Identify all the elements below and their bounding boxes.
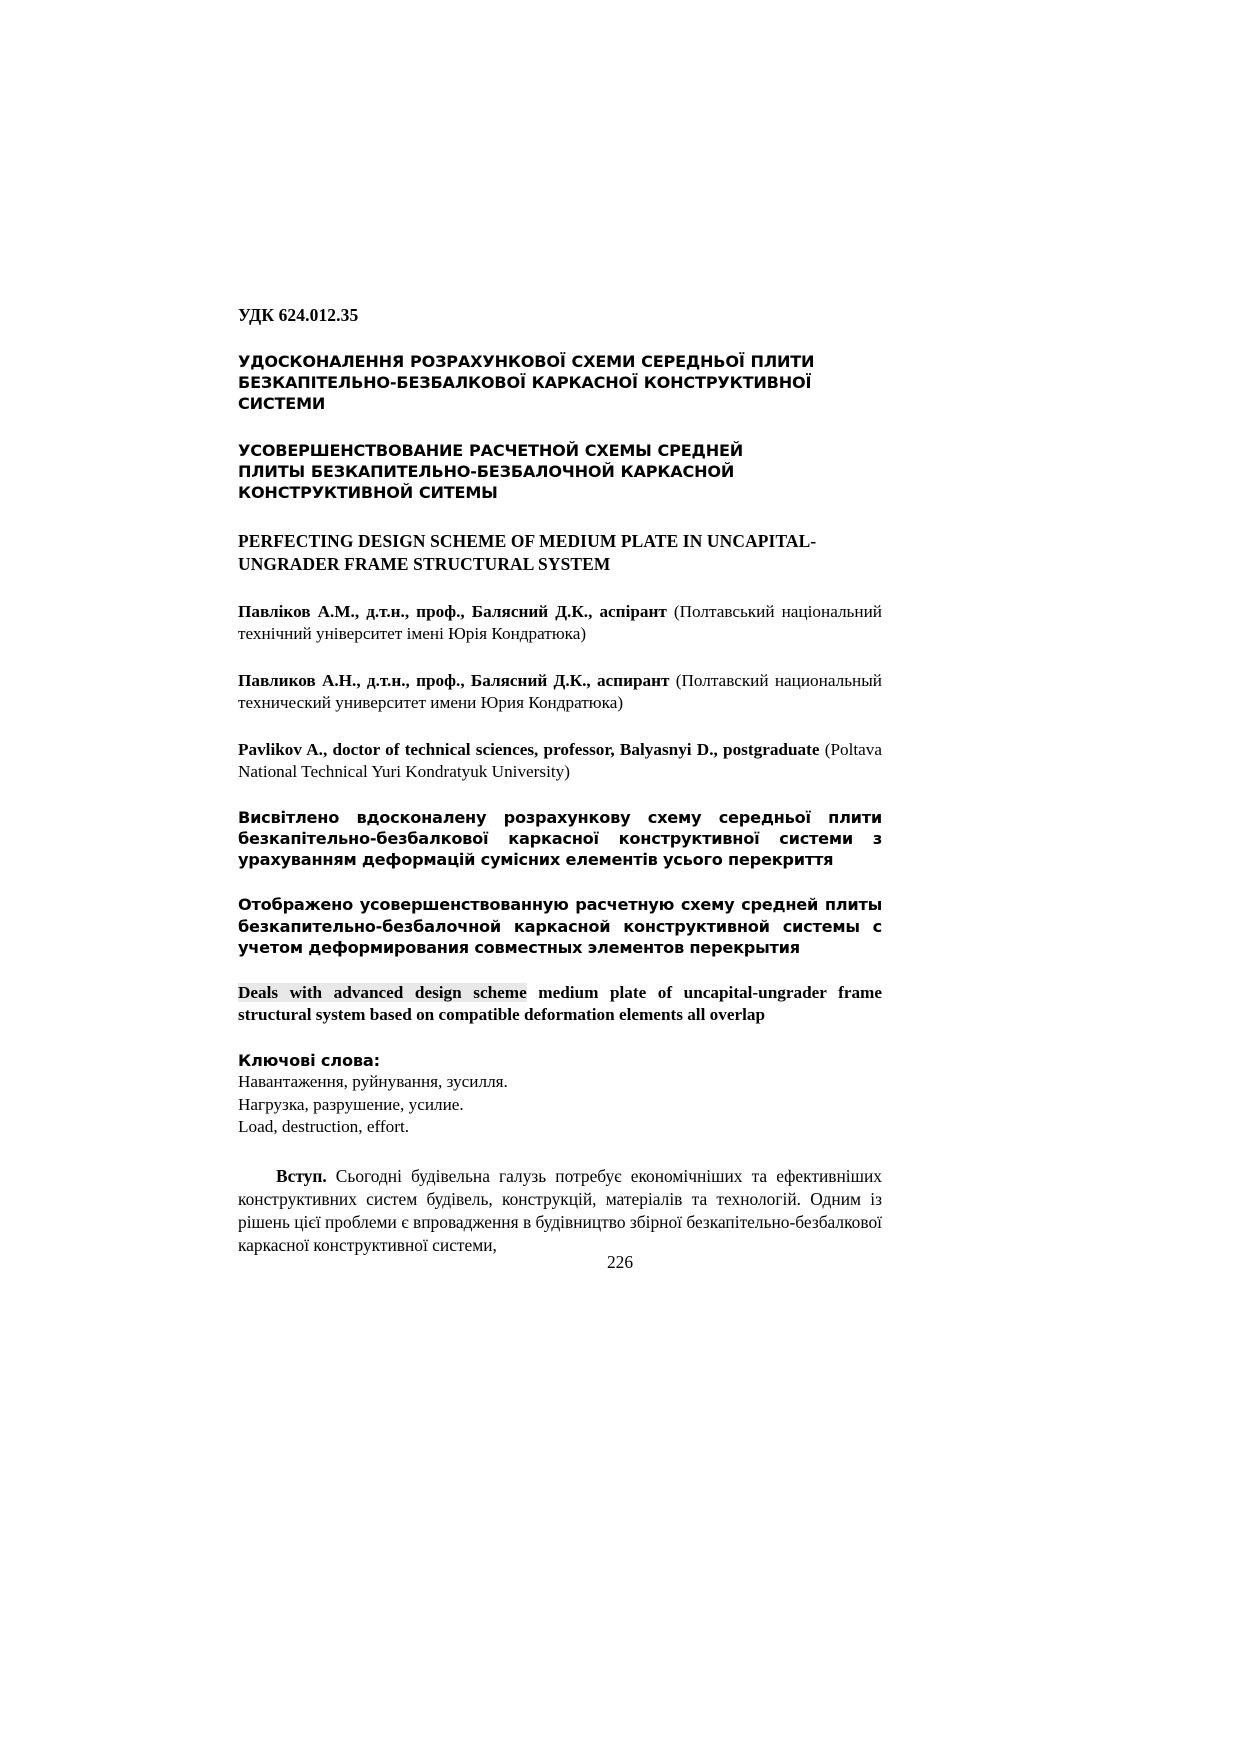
abstract-ukrainian: Висвітлено вдосконалену розрахункову схему середньої плити безкапітельно-безбалкової каркасної конструктивної системи з урахуванням деформацій сумісних елементів усього перекриття: [238, 808, 882, 870]
abstract-english-highlighted: Deals with advanced design scheme: [238, 982, 527, 1002]
introduction-paragraph: [238, 1165, 882, 1258]
title-ukrainian-line-1: УДОСКОНАЛЕННЯ РОЗРАХУНКОВОЇ СХЕМИ СЕРЕДНЬОЇ ПЛИТИ: [238, 352, 815, 372]
authors-russian-affiliation: (Полтавский национальный технический университет имени Юрия Кондратюка): [238, 670, 882, 713]
title-english-line-2: UNGRADER FRAME STRUCTURAL SYSTEM: [238, 553, 611, 574]
keywords-russian: Нагрузка, разрушение, усилие.: [238, 1094, 464, 1114]
authors-english-names: Pavlikov A., doctor of technical sciences, professor, Balyasnyi D., postgraduate: [238, 739, 820, 759]
page-number: 226: [606, 1252, 634, 1272]
title-russian: [238, 441, 882, 504]
udk-code: УДК 624.012.35: [238, 305, 359, 325]
abstract-english-rest: medium plate of uncapital-ungrader frame structural system based on compatible deformation elements all overlap: [238, 982, 883, 1025]
keywords-block: [238, 1050, 882, 1138]
title-english: [238, 530, 882, 575]
keywords-english: Load, destruction, effort.: [238, 1117, 410, 1137]
keywords-ukrainian: Навантаження, руйнування, зусилля.: [238, 1072, 508, 1092]
title-russian-line-1: УСОВЕРШЕНСТВОВАНИЕ РАСЧЕТНОЙ СХЕМЫ СРЕДНЕЙ: [238, 441, 744, 461]
authors-ukrainian: [238, 601, 882, 646]
title-ukrainian: [238, 352, 882, 415]
authors-russian-names: Павликов А.Н., д.т.н., проф., Балясний Д.К., аспирант: [238, 670, 670, 690]
title-english-line-1: PERFECTING DESIGN SCHEME OF MEDIUM PLATE IN UNCAPITAL-: [238, 530, 817, 551]
abstract-english: [238, 982, 882, 1027]
introduction-lead-label: Вступ.: [276, 1165, 327, 1186]
title-russian-line-3: КОНСТРУКТИВНОЙ СИТЕМЫ: [238, 482, 498, 502]
authors-english-affiliation: (Poltava National Technical Yuri Kondratyuk University): [238, 739, 882, 781]
keywords-heading: Ключові слова:: [238, 1051, 380, 1071]
title-russian-line-2: ПЛИТЫ БЕЗКАПИТЕЛЬНО-БЕЗБАЛОЧНОЙ КАРКАСНОЙ: [238, 462, 735, 482]
introduction-text: Сьогодні будівельна галузь потребує економічніших та ефективніших конструктивних систем будівель, конструкцій, матеріалів та технологій. Одним із рішень цієї проблеми є впровадження в будівництво збірної безкапітельно-безбалкової каркасної конструктивної системи,: [238, 1165, 882, 1255]
authors-russian: [238, 670, 882, 715]
page-content: [238, 305, 882, 1257]
title-ukrainian-line-2: БЕЗКАПІТЕЛЬНО-БЕЗБАЛКОВОЇ КАРКАСНОЇ КОНСТРУКТИВНОЇ: [238, 373, 812, 393]
authors-english: [238, 739, 882, 784]
authors-ukrainian-names: Павліков А.М., д.т.н., проф., Балясний Д.К., аспірант: [238, 602, 667, 622]
authors-ukrainian-affiliation: (Полтавський національний технічний університет імені Юрія Кондратюка): [238, 602, 882, 644]
abstract-russian: Отображено усовершенствованную расчетную схему средней плиты безкапительно-безбалочной каркасной конструктивной системы с учетом деформирования совместных элементов перекрытия: [238, 895, 882, 957]
title-ukrainian-line-3: СИСТЕМИ: [238, 394, 326, 414]
